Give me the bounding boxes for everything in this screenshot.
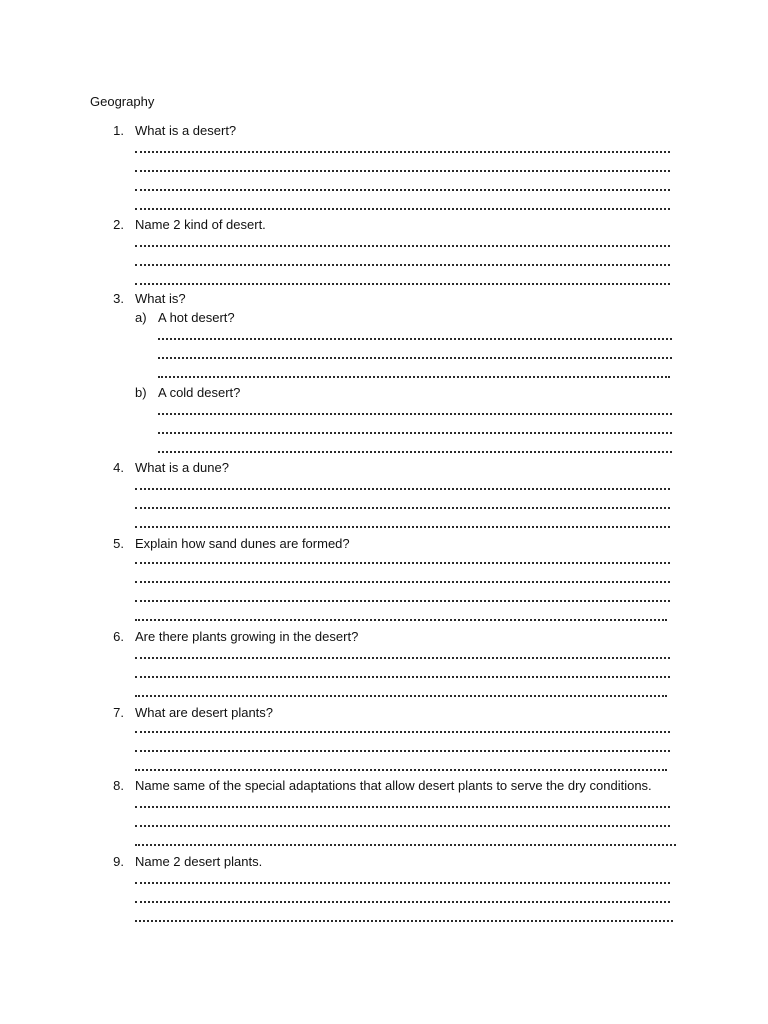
answer-line — [135, 914, 673, 922]
question-number: 2. — [113, 217, 124, 232]
question-text: Are there plants growing in the desert? — [135, 629, 359, 644]
answer-line — [135, 670, 670, 678]
question-text: Name 2 kind of desert. — [135, 217, 266, 232]
answer-line — [158, 351, 672, 359]
answer-line — [135, 613, 667, 621]
answer-line — [135, 895, 670, 903]
answer-line — [135, 800, 670, 808]
answer-line — [135, 819, 670, 827]
question-text: Name same of the special adaptations that allow desert plants to serve the dry conditions. — [135, 778, 652, 793]
question-number: 1. — [113, 123, 124, 138]
question-number: 3. — [113, 291, 124, 306]
subpart-text: A hot desert? — [158, 310, 235, 325]
question-number: 7. — [113, 705, 124, 720]
question-text: Name 2 desert plants. — [135, 854, 263, 869]
subpart-label: a) — [135, 310, 147, 325]
answer-line — [135, 501, 670, 509]
answer-line — [135, 277, 670, 285]
question-text: What are desert plants? — [135, 705, 274, 720]
question-text: What is? — [135, 291, 186, 306]
answer-line — [158, 370, 670, 378]
answer-line — [135, 183, 670, 191]
subpart-label: b) — [135, 385, 147, 400]
answer-line — [135, 482, 670, 490]
question-number: 9. — [113, 854, 124, 869]
answer-line — [158, 332, 672, 340]
subpart-text: A cold desert? — [158, 385, 241, 400]
answer-line — [158, 426, 672, 434]
question-number: 6. — [113, 629, 124, 644]
answer-line — [135, 575, 670, 583]
question-text: Explain how sand dunes are formed? — [135, 536, 350, 551]
answer-line — [135, 744, 670, 752]
worksheet-title: Geography — [90, 94, 155, 109]
answer-line — [135, 258, 670, 266]
question-number: 5. — [113, 536, 124, 551]
answer-line — [135, 763, 667, 771]
question-text: What is a desert? — [135, 123, 237, 138]
answer-line — [158, 445, 672, 453]
question-number: 8. — [113, 778, 124, 793]
answer-line — [135, 725, 670, 733]
answer-line — [135, 689, 667, 697]
question-text: What is a dune? — [135, 460, 229, 475]
answer-line — [135, 145, 670, 153]
answer-line — [135, 876, 670, 884]
answer-line — [135, 164, 670, 172]
question-number: 4. — [113, 460, 124, 475]
answer-line — [135, 520, 670, 528]
answer-line — [135, 239, 670, 247]
answer-line — [135, 556, 670, 564]
answer-line — [135, 651, 670, 659]
answer-line — [135, 594, 670, 602]
answer-line — [135, 838, 676, 846]
answer-line — [135, 202, 670, 210]
answer-line — [158, 407, 672, 415]
